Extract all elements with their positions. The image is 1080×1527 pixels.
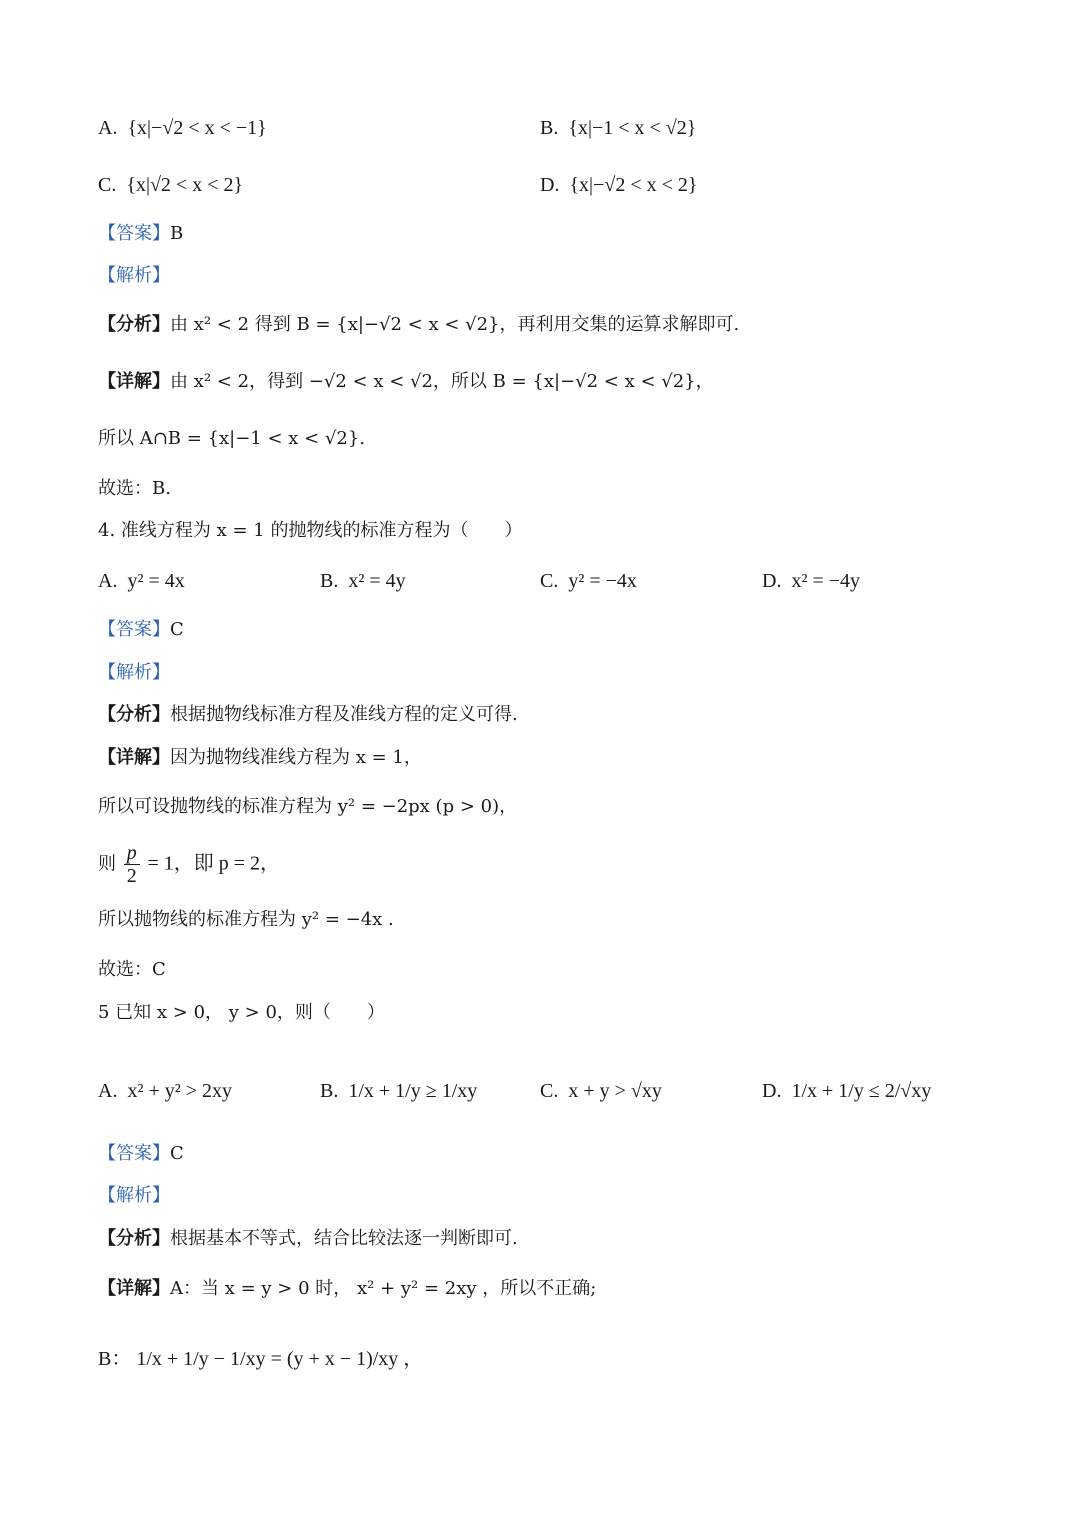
q4-xiangjie-line3: 则 $\frac{p}{2}$ = 1，即 p = 2， <box>98 842 281 887</box>
q4-xiangjie: 【详解】因为抛物线准线方程为 x = 1， <box>98 747 422 768</box>
q4-analysis-heading: 【解析】 <box>98 662 170 683</box>
q5-option-d: D. 1/x + 1/y ≤ 2/√xy <box>762 1080 932 1102</box>
q3-option-b: B. {x|−1 < x < √2} <box>540 117 697 139</box>
q4-option-b: B. x² = 4y <box>320 570 406 592</box>
q3-option-c: C. {x|√2 < x < 2} <box>98 174 244 196</box>
q4-choose: 故选：C <box>98 959 166 980</box>
q3-xiangjie-line2: 所以 A∩B = {x|−1 < x < √2}. <box>98 428 366 449</box>
q5-fenxi: 【分析】根据基本不等式，结合比较法逐一判断即可. <box>98 1228 518 1249</box>
q3-option-d: D. {x|−√2 < x < 2} <box>540 174 698 196</box>
q4-stem: 4. 准线方程为 x = 1 的抛物线的标准方程为（ ） <box>98 520 523 541</box>
q5-answer: 【答案】C <box>98 1143 184 1164</box>
q5-option-c: C. x + y > √xy <box>540 1080 662 1102</box>
q3-choose: 故选：B. <box>98 478 171 499</box>
p-over-2-fraction: $\frac{p}{2}$ <box>124 842 140 887</box>
q5-xiangjie-line-b: B： 1/x + 1/y − 1/xy = (y + x − 1)/xy ， <box>98 1348 424 1370</box>
q4-option-c: C. y² = −4x <box>540 570 637 592</box>
q4-xiangjie-line2: 所以可设抛物线的标准方程为 y² = −2px (p > 0)， <box>98 796 518 817</box>
q3-analysis-heading: 【解析】 <box>98 265 170 286</box>
q4-fenxi: 【分析】根据抛物线标准方程及准线方程的定义可得. <box>98 704 518 725</box>
q3-xiangjie: 【详解】由 x² < 2，得到 −√2 < x < √2，所以 B = {x|−√2 < x < √2}， <box>98 371 714 392</box>
q5-option-a: A. x² + y² > 2xy <box>98 1080 233 1102</box>
q4-option-a: A. y² = 4x <box>98 570 185 592</box>
q4-answer: 【答案】C <box>98 619 184 640</box>
q3-answer: 【答案】B <box>98 223 184 244</box>
q3-option-a: A. {x|−√2 < x < −1} <box>98 117 267 139</box>
q4-xiangjie-line4: 所以抛物线的标准方程为 y² = −4x . <box>98 909 394 930</box>
q5-option-b: B. 1/x + 1/y ≥ 1/xy <box>320 1080 478 1102</box>
q3-fenxi: 【分析】由 x² < 2 得到 B = {x|−√2 < x < √2}，再利用交集的运算求解即可. <box>98 314 740 335</box>
q5-xiangjie: 【详解】A：当 x = y > 0 时， x² + y² = 2xy ，所以不正确; <box>98 1278 597 1299</box>
q5-analysis-heading: 【解析】 <box>98 1185 170 1206</box>
q4-option-d: D. x² = −4y <box>762 570 861 592</box>
q5-stem: 5 已知 x > 0， y > 0，则（ ） <box>98 1002 385 1023</box>
